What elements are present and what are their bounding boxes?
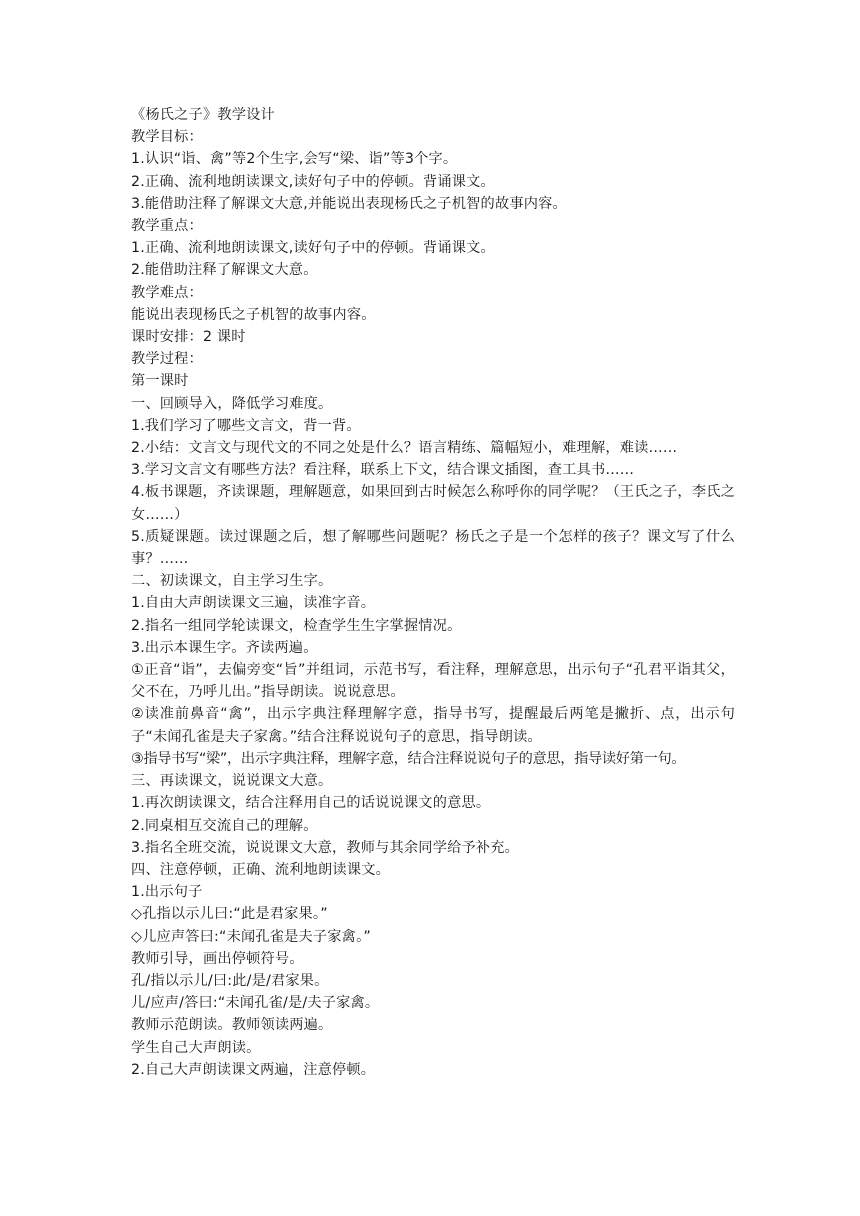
paragraph-line: 教师引导，画出停顿符号。 — [131, 950, 304, 967]
paragraph-line: 2.小结：文言文与现代文的不同之处是什么？语言精练、篇幅短小，难理解，难读…… — [131, 440, 678, 457]
pause-marked-sentence: 孔/指以示儿/曰:此/是/君家果。 — [131, 972, 329, 989]
example-sentence: ◇孔指以示儿曰:“此是君家果。” — [131, 906, 328, 923]
paragraph-line: 3.出示本课生字。齐读两遍。 — [131, 639, 318, 656]
paragraph-line: 3.学习文言文有哪些方法？看注释，联系上下文，结合课文插图，查工具书…… — [131, 462, 635, 479]
paragraph-line: 4.板书课题，齐读课题，理解题意，如果回到古时候怎么称呼你的同学呢？（王氏之子，李氏之女……） — [131, 484, 735, 523]
paragraph-line: 2.同桌相互交流自己的理解。 — [131, 817, 318, 834]
section-heading: 一、回顾导入，降低学习难度。 — [131, 395, 333, 412]
paragraph-line: ②读准前鼻音“禽”，出示字典注释理解字意，指导书写，提醒最后两笔是撇折、点，出示句子“未闻孔雀是夫子家禽。”结合注释说说句子的意思，指导朗读。 — [131, 706, 735, 745]
paragraph-line: 2.自己大声朗读课文两遍，注意停顿。 — [131, 1061, 376, 1078]
paragraph-line: 1.出示句子 — [131, 884, 203, 901]
heading-first-lesson: 第一课时 — [131, 373, 189, 390]
paragraph-line: 教师示范朗读。教师领读两遍。 — [131, 1017, 333, 1034]
heading-objectives: 教学目标： — [131, 129, 203, 146]
paragraph-line: ①正音“诣”，去偏旁变“旨”并组词，示范书写，看注释，理解意思，出示句子“孔君平诣其父，父不在，乃呼儿出。”指导朗读。说说意思。 — [131, 662, 735, 701]
paragraph-line: 5.质疑课题。读过课题之后，想了解哪些问题呢？杨氏之子是一个怎样的孩子？课文写了什么事？…… — [131, 528, 735, 568]
example-sentence: ◇儿应声答曰:“未闻孔雀是夫子家禽。” — [131, 928, 371, 945]
heading-key-points: 教学重点： — [131, 218, 203, 235]
paragraph-line: 2.指名一组同学轮读课文，检查学生生字掌握情况。 — [131, 617, 462, 634]
section-heading: 四、注意停顿，正确、流利地朗读课文。 — [131, 861, 390, 878]
paragraph-line: 1.认识“诣、禽”等2个生字,会写“梁、诣”等3个字。 — [131, 151, 458, 168]
paragraph-line: 能说出表现杨氏之子机智的故事内容。 — [131, 306, 376, 323]
paragraph-line: 1.自由大声朗读课文三遍，读准字音。 — [131, 595, 376, 612]
paragraph-line: 学生自己大声朗读。 — [131, 1039, 261, 1056]
paragraph-line: 2.正确、流利地朗读课文,读好句子中的停顿。背诵课文。 — [131, 173, 495, 190]
paragraph-line: 1.再次朗读课文，结合注释用自己的话说说课文的意思。 — [131, 795, 491, 812]
paragraph-line: 3.能借助注释了解课文大意,并能说出表现杨氏之子机智的故事内容。 — [131, 195, 567, 212]
section-heading: 三、再读课文，说说课文大意。 — [131, 773, 333, 790]
paragraph-line: 3.指名全班交流，说说课文大意，教师与其余同学给予补充。 — [131, 839, 520, 856]
paragraph-line: 1.正确、流利地朗读课文,读好句子中的停顿。背诵课文。 — [131, 240, 495, 257]
paragraph-line: 2.能借助注释了解课文大意。 — [131, 262, 318, 279]
class-hours: 课时安排：2 课时 — [131, 329, 246, 346]
heading-difficulties: 教学难点： — [131, 284, 203, 301]
pause-marked-sentence: 儿/应声/答曰:“未闻孔雀/是/夫子家禽。 — [131, 995, 380, 1012]
paragraph-line: 1.我们学习了哪些文言文，背一背。 — [131, 417, 361, 434]
section-heading: 二、初读课文，自主学习生字。 — [131, 573, 333, 590]
document-title: 《杨氏之子》教学设计 — [131, 107, 275, 123]
document-page — [131, 104, 735, 1081]
paragraph-line: ③指导书写“梁”，出示字典注释，理解字意，结合注释说说句子的意思，指导读好第一句。 — [131, 750, 686, 767]
heading-process: 教学过程： — [131, 351, 203, 368]
